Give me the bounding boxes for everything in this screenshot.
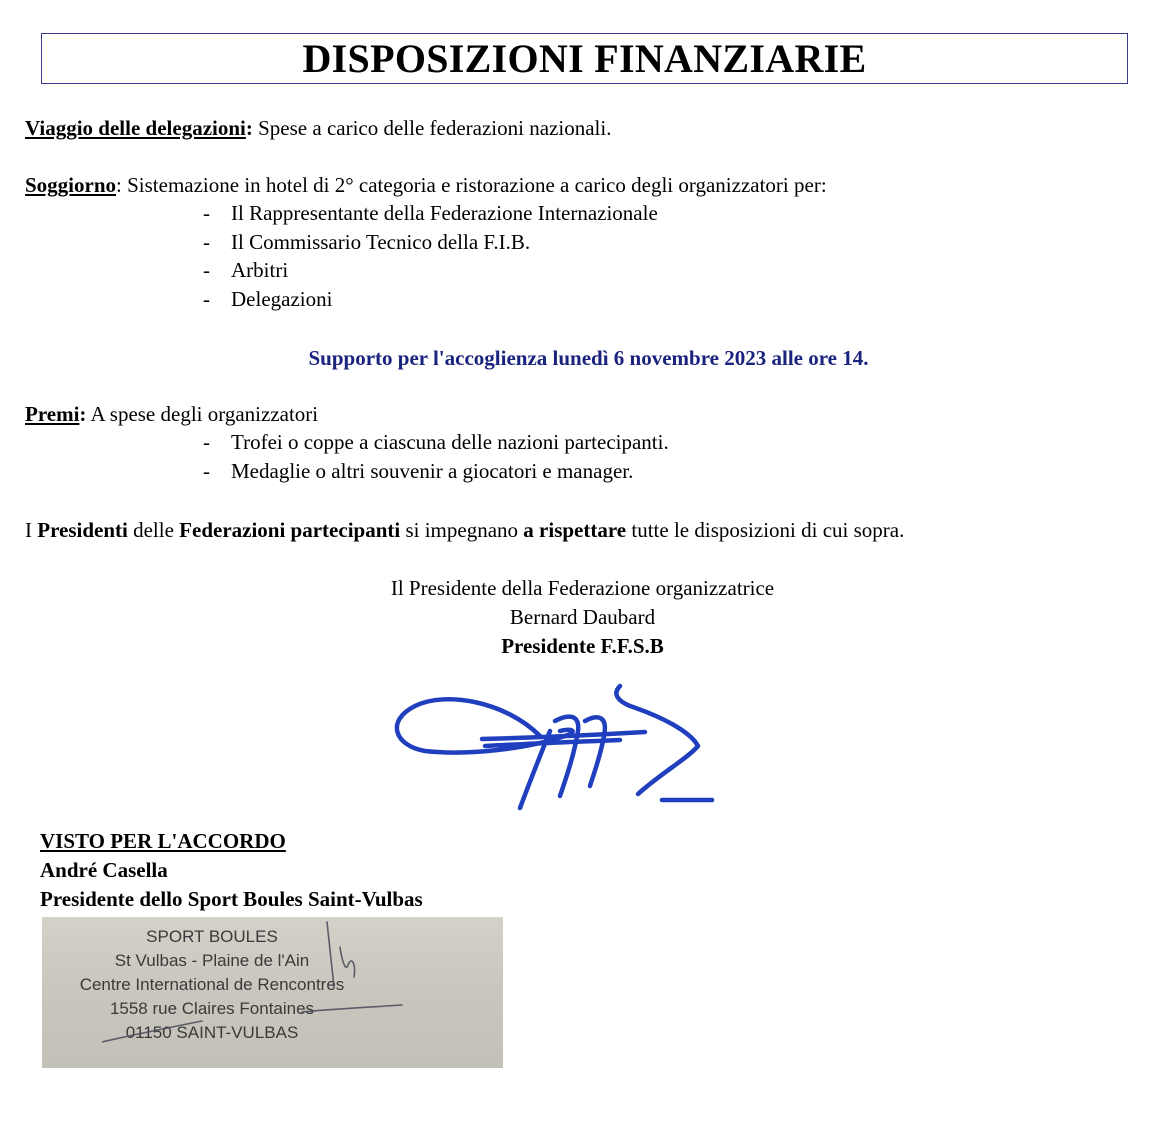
list-item: - Delegazioni	[203, 286, 333, 311]
viaggio-line	[25, 116, 611, 140]
impegno-text: tutte le disposizioni di cui sopra.	[626, 518, 905, 542]
viaggio-text: Spese a carico delle federazioni nazionali.	[252, 116, 612, 140]
viaggio-colon: :	[245, 116, 253, 140]
accordo-name: André Casella	[40, 858, 168, 882]
list-item: - Medaglie o altri souvenir a giocatori e manager.	[203, 458, 634, 483]
list-item: - Arbitri	[203, 258, 289, 282]
accordo-heading: VISTO PER L'ACCORDO	[40, 829, 286, 853]
stamp-line: St Vulbas - Plaine de l'Ain	[114, 951, 310, 970]
club-stamp	[42, 917, 503, 1068]
impegno-text: I	[25, 518, 38, 542]
soggiorno-label: Soggiorno	[25, 173, 117, 197]
premi-colon: :	[79, 402, 87, 426]
impegno-text: si impegnano	[400, 518, 524, 542]
premi-label: Premi	[25, 402, 80, 426]
signatory-name: Bernard Daubard	[509, 605, 656, 629]
list-item: - Trofei o coppe a ciascuna delle nazioni partecipanti.	[203, 430, 669, 454]
premi-text: A spese degli organizzatori	[86, 402, 319, 426]
list-item: - Il Rappresentante della Federazione Internazionale	[203, 201, 658, 225]
signatory-role: Il Presidente della Federazione organizzatrice	[390, 576, 775, 600]
stamp-line: 01150 SAINT-VULBAS	[125, 1023, 299, 1042]
viaggio-label: Viaggio delle delegazioni	[25, 116, 246, 140]
handwritten-signature	[390, 676, 720, 816]
accordo-title: Presidente dello Sport Boules Saint-Vulbas	[40, 887, 423, 911]
signatory-title: Presidente F.F.S.B	[501, 634, 664, 658]
list-item-text: Delegazioni	[231, 286, 333, 311]
soggiorno-list	[203, 199, 658, 313]
premi-list	[203, 428, 669, 485]
accordo-block	[40, 827, 423, 914]
list-item: - Il Commissario Tecnico della F.I.B.	[203, 229, 531, 254]
title-box	[41, 33, 1128, 84]
list-item-text: Il Rappresentante della Federazione Internazionale	[231, 201, 658, 225]
impegno-text: delle	[127, 518, 180, 542]
impegno-line	[25, 518, 904, 542]
list-item-text: Il Commissario Tecnico della F.I.B.	[231, 229, 531, 254]
impegno-bold: Federazioni partecipanti	[179, 518, 401, 542]
impegno-bold: a rispettare	[523, 518, 627, 542]
premi-line	[25, 402, 318, 426]
soggiorno-line	[25, 173, 827, 197]
stamp-line: Centre International de Rencontres	[79, 975, 345, 994]
stamp-line: 1558 rue Claires Fontaines	[109, 999, 315, 1018]
list-item-text: Trofei o coppe a ciascuna delle nazioni partecipanti.	[231, 430, 669, 454]
stamp-signature	[102, 917, 422, 1068]
signatory-block	[8, 574, 1149, 661]
page-title: DISPOSIZIONI FINANZIARIE	[302, 36, 867, 81]
stamp-line: SPORT BOULES	[146, 927, 278, 946]
impegno-bold: Presidenti	[37, 518, 128, 542]
supporto-notice: Supporto per l'accoglienza lunedì 6 novembre 2023 alle ore 14.	[308, 346, 869, 370]
list-item-text: Medaglie o altri souvenir a giocatori e manager.	[231, 458, 634, 483]
soggiorno-text: : Sistemazione in hotel di 2° categoria e ristorazione a carico degli organizzatori per:	[116, 173, 827, 197]
list-item-text: Arbitri	[231, 258, 289, 282]
